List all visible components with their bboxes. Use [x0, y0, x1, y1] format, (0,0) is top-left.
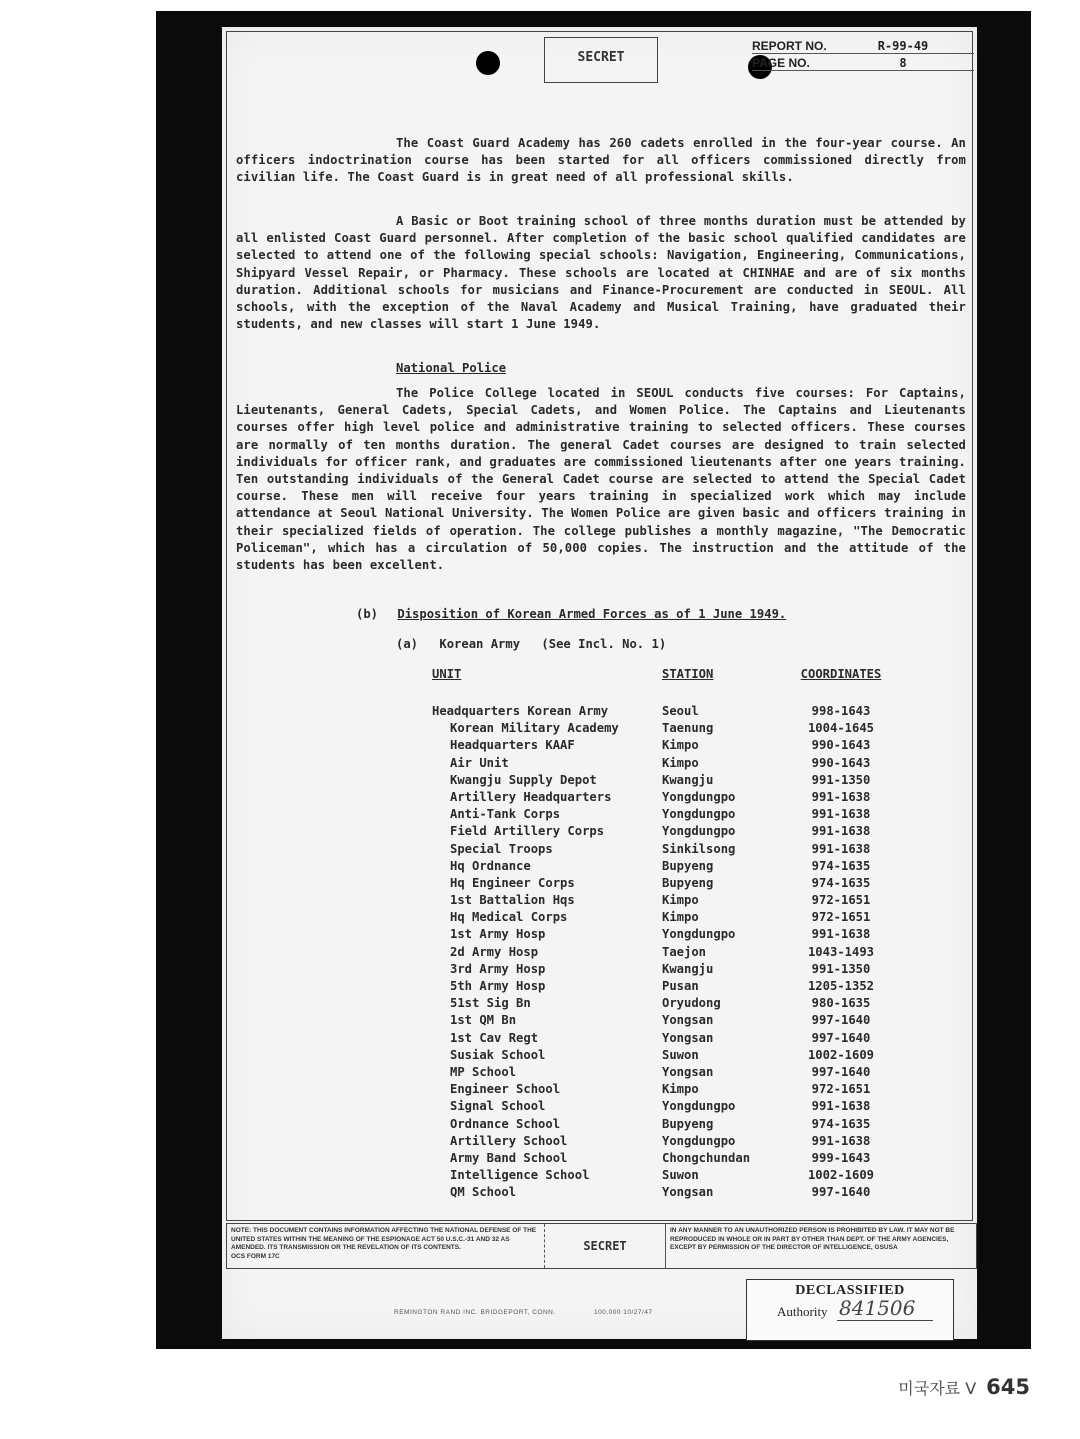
station-cell: Yongsan [662, 1185, 714, 1200]
station-cell: Suwon [662, 1168, 699, 1183]
table-row [432, 858, 902, 875]
unit-cell: Hq Medical Corps [450, 910, 568, 925]
unit-cell: 1st Cav Regt [450, 1030, 539, 1045]
coordinates-cell: 991-1638 [811, 824, 871, 839]
coordinates-cell: 991-1638 [811, 789, 871, 804]
station-cell: Bupyeng [662, 1116, 714, 1131]
station-cell: Kwangju [662, 772, 714, 787]
report-no-label: REPORT NO. [752, 39, 827, 53]
coordinates-cell: 997-1640 [811, 1030, 871, 1045]
station-cell: Yongdungpo [662, 1133, 736, 1148]
header-coordinates: COORDINATES [800, 667, 882, 681]
paragraph-basic-training: A Basic or Boot training school of three months duration must be attended by all enlisted Coast Guard personnel. After completion of the basic school qualified candidates are selected to attend one of the following special schools: Navigation, Engineering, Communications, Shipyard Vessel Repair, or Pharmacy. These schools are located at CHINHAE and are of six months duration. Additional schools for musicians and Finance-Procurement are conducted in SEOUL. All schools, with the exception of the Naval Academy and Musical Training, have graduated their students, and new classes will start 1 June 1949. [236, 214, 966, 332]
header-station: STATION [662, 667, 714, 681]
station-cell: Kwangju [662, 961, 714, 976]
station-cell: Yongsan [662, 1030, 714, 1045]
station-cell: Kimpo [662, 910, 699, 925]
coordinates-cell: 974-1635 [811, 875, 871, 890]
unit-cell: QM School [450, 1185, 517, 1200]
table-row [432, 944, 902, 961]
station-cell: Yongsan [662, 1064, 714, 1079]
footer-note-left [227, 1224, 545, 1268]
unit-cell: Hq Engineer Corps [450, 875, 575, 890]
table-body [432, 703, 902, 1201]
header-unit: UNIT [432, 667, 462, 681]
section-a-heading [396, 637, 680, 651]
station-cell: Yongdungpo [662, 789, 736, 804]
table-row [432, 1133, 902, 1150]
classification-stamp: SECRET [544, 37, 658, 83]
coordinates-cell: 997-1640 [811, 1064, 871, 1079]
coordinates-cell: 991-1638 [811, 841, 871, 856]
table-row [432, 909, 902, 926]
paragraph-coast-guard-academy: The Coast Guard Academy has 260 cadets enrolled in the four-year course. An officers indoctrination course has been started for all officers commissioned directly from civilian life. The Coast Guard is in great need of all professional skills. [236, 136, 966, 185]
station-cell: Oryudong [662, 996, 721, 1011]
table-row [432, 1047, 902, 1064]
punch-hole [476, 51, 500, 75]
national-police-heading: National Police [396, 361, 507, 375]
unit-cell: 51st Sig Bn [450, 996, 531, 1011]
declassified-title: DECLASSIFIED [795, 1283, 905, 1298]
unit-cell: Headquarters Korean Army [432, 704, 609, 718]
table-row [432, 841, 902, 858]
book-page-footer [898, 1375, 1030, 1399]
station-cell: Taejon [662, 944, 707, 959]
section-b-title: Disposition of Korean Armed Forces as of 1 June 1949. [397, 607, 787, 621]
table-row [432, 1150, 902, 1167]
footer-classification: SECRET [545, 1224, 666, 1268]
unit-cell: Headquarters KAAF [450, 738, 575, 753]
table-row [432, 823, 902, 840]
footer-note-right: IN ANY MANNER TO AN UNAUTHORIZED PERSON IS PROHIBITED BY LAW. IT MAY NOT BE REPRODUCED IN WHOLE OR IN PART BY OTHER THAN DEPT. OF THE ARMY AGENCIES, EXCEPT BY PERMISSION OF THE DIRECTOR OF INTELLIGENCE, GSUSA [670, 1227, 955, 1251]
authority-label: Authority [777, 1304, 828, 1319]
unit-cell: Field Artillery Corps [450, 824, 605, 839]
authority-number: 841506 [839, 1296, 916, 1320]
unit-cell: Kwangju Supply Depot [450, 772, 597, 787]
table-row [432, 806, 902, 823]
army-units-table [432, 667, 902, 1201]
station-cell: Bupyeng [662, 875, 714, 890]
table-row [432, 961, 902, 978]
unit-cell: Special Troops [450, 841, 553, 856]
unit-cell: Army Band School [450, 1150, 568, 1165]
footer-note-left-text: NOTE: THIS DOCUMENT CONTAINS INFORMATION AFFECTING THE NATIONAL DEFENSE OF THE UNITED STATES WITHIN THE MEANING OF THE ESPIONAGE ACT 50 U.S.C.-31 AND 32 AS AMENDED. ITS TRANSMISSION OR THE REVELATION OF ITS CONTENTS. [231, 1227, 537, 1251]
unit-cell: Hq Ordnance [450, 858, 531, 873]
unit-cell: 2d Army Hosp [450, 944, 539, 959]
coordinates-cell: 990-1643 [811, 755, 871, 770]
unit-cell: Engineer School [450, 1082, 561, 1097]
table-row [432, 892, 902, 909]
coordinates-cell: 1004-1645 [807, 721, 875, 736]
table-row [432, 737, 902, 754]
station-cell: Yongdungpo [662, 807, 736, 822]
coordinates-cell: 991-1638 [811, 927, 871, 942]
unit-cell: Signal School [450, 1099, 546, 1114]
collection-name: 미국자료 V [898, 1379, 977, 1398]
table-row [432, 875, 902, 892]
coordinates-cell: 1002-1609 [807, 1047, 875, 1062]
coordinates-cell: 998-1643 [811, 704, 871, 718]
unit-cell: Susiak School [450, 1047, 546, 1062]
table-row [432, 1098, 902, 1115]
unit-cell: Intelligence School [450, 1168, 590, 1183]
document-page [222, 27, 977, 1339]
coordinates-cell: 999-1643 [811, 1150, 871, 1165]
section-a-note: (See Incl. No. 1) [541, 637, 667, 651]
coordinates-cell: 1002-1609 [807, 1168, 875, 1183]
form-number: OCS FORM 17C [231, 1252, 280, 1260]
table-row [432, 1116, 902, 1133]
unit-cell: Anti-Tank Corps [450, 807, 561, 822]
report-info [752, 37, 974, 71]
unit-cell: Air Unit [450, 755, 509, 770]
station-cell: Sinkilsong [662, 841, 736, 856]
unit-cell: 1st Battalion Hqs [450, 893, 575, 908]
page-no-label: PAGE NO. [752, 56, 810, 70]
station-cell: Yongdungpo [662, 1099, 736, 1114]
unit-cell: 1st QM Bn [450, 1013, 517, 1028]
coordinates-cell: 972-1651 [811, 1082, 871, 1097]
table-row [432, 755, 902, 772]
page-no: 8 [899, 56, 907, 70]
coordinates-cell: 991-1638 [811, 807, 871, 822]
table-header [432, 667, 902, 685]
page-number: 645 [986, 1375, 1030, 1399]
section-b-heading [356, 607, 786, 621]
unit-cell: 1st Army Hosp [450, 927, 546, 942]
printer-name: REMINGTON RAND INC. BRIDGEPORT, CONN. [394, 1309, 556, 1316]
station-cell: Yongsan [662, 1013, 714, 1028]
station-cell: Chongchundan [662, 1150, 751, 1165]
station-cell: Kimpo [662, 738, 699, 753]
coordinates-cell: 997-1640 [811, 1013, 871, 1028]
table-row [432, 703, 902, 720]
table-row [432, 1012, 902, 1029]
coordinates-cell: 991-1638 [811, 1133, 871, 1148]
printer-line [394, 1309, 689, 1316]
section-a-marker: (a) [396, 637, 419, 651]
table-row [432, 978, 902, 995]
declassified-stamp [746, 1279, 954, 1341]
station-cell: Kimpo [662, 893, 699, 908]
station-cell: Yongdungpo [662, 927, 736, 942]
coordinates-cell: 991-1638 [811, 1099, 871, 1114]
unit-cell: 3rd Army Hosp [450, 961, 546, 976]
coordinates-cell: 980-1635 [811, 996, 871, 1011]
scanned-document [156, 11, 1031, 1349]
table-row [432, 1184, 902, 1201]
station-cell: Bupyeng [662, 858, 714, 873]
coordinates-cell: 990-1643 [811, 738, 871, 753]
table-row [432, 1030, 902, 1047]
coordinates-cell: 1043-1493 [807, 944, 875, 959]
station-cell: Yongdungpo [662, 824, 736, 839]
table-row [432, 1167, 902, 1184]
station-cell: Kimpo [662, 1082, 699, 1097]
table-row [432, 926, 902, 943]
coordinates-cell: 974-1635 [811, 1116, 871, 1131]
station-cell: Suwon [662, 1047, 699, 1062]
coordinates-cell: 997-1640 [811, 1185, 871, 1200]
authority-underline [837, 1320, 933, 1321]
coordinates-cell: 991-1350 [811, 772, 871, 787]
station-cell: Pusan [662, 979, 699, 993]
unit-cell: 5th Army Hosp [450, 979, 546, 993]
station-cell: Seoul [662, 704, 699, 718]
coordinates-cell: 1205-1352 [807, 979, 875, 993]
paragraph-police-college: The Police College located in SEOUL conducts five courses: For Captains, Lieutenants, General Cadets, Special Cadets, and Women Police. The Captains and Lieutenants courses offer high level police and administrative training to selected officers. These courses are normally of ten months duration. The general Cadet courses are designed to train selected individuals for officer rank, and graduates are commissioned lieutenants after one years training. Ten outstanding individuals of the General Cadet course are selected to attend the Special Cadet course. These men will receive four years training in specialized work which may include attendance at Seoul National University. The Women Police are given basic and officers training in their specialized fields of operation. The college publishes a monthly magazine, "The Democratic Policeman", which has a circulation of 50,000 copies. The instruction and the attitude of the students has been excellent. [236, 386, 966, 573]
table-row [432, 720, 902, 737]
table-row [432, 789, 902, 806]
coordinates-cell: 972-1651 [811, 910, 871, 925]
unit-cell: Ordnance School [450, 1116, 561, 1131]
unit-cell: Korean Military Academy [450, 721, 619, 736]
unit-cell: Artillery Headquarters [450, 789, 612, 804]
print-run: 100,000 10/27/47 [593, 1309, 653, 1316]
table-row [432, 1081, 902, 1098]
coordinates-cell: 974-1635 [811, 858, 871, 873]
unit-cell: MP School [450, 1064, 517, 1079]
security-footer [226, 1223, 977, 1269]
table-row [432, 772, 902, 789]
coordinates-cell: 972-1651 [811, 893, 871, 908]
table-row [432, 1064, 902, 1081]
station-cell: Taenung [662, 721, 714, 736]
station-cell: Kimpo [662, 755, 699, 770]
report-no: R-99-49 [877, 39, 929, 53]
section-a-title: Korean Army [439, 637, 521, 651]
coordinates-cell: 991-1350 [811, 961, 871, 976]
unit-cell: Artillery School [450, 1133, 568, 1148]
section-b-marker: (b) [356, 607, 379, 621]
table-row [432, 995, 902, 1012]
